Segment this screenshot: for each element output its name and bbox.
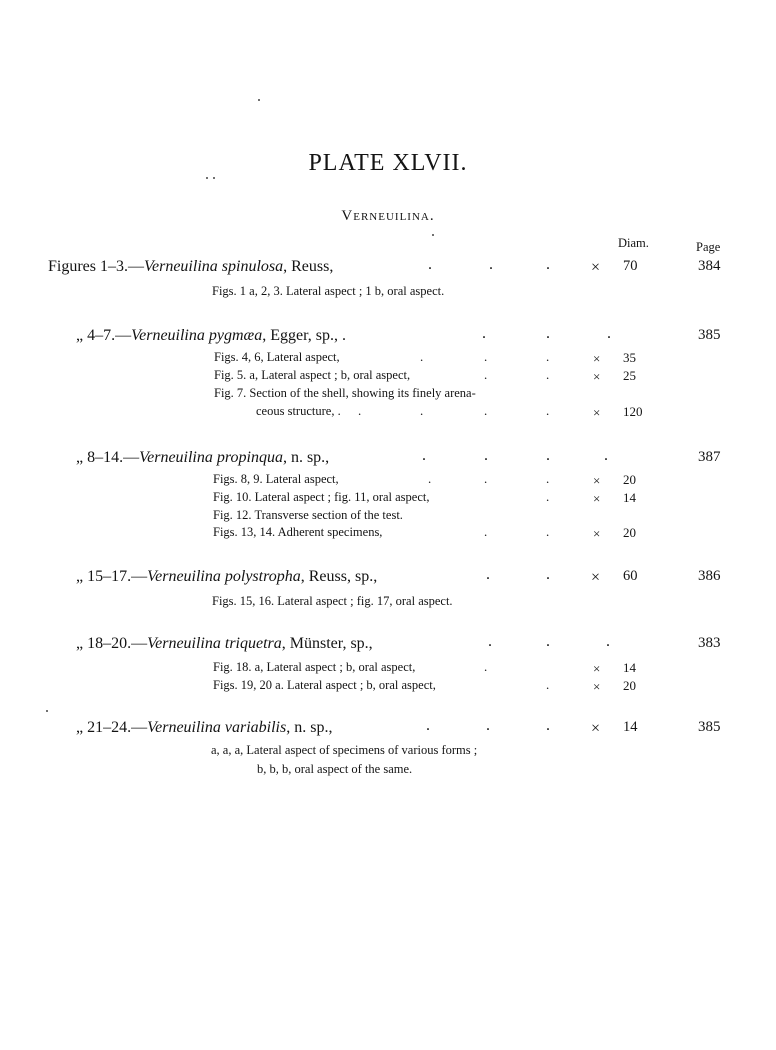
magnification-value: 20 bbox=[623, 472, 636, 487]
magnification-value: 60 bbox=[623, 568, 638, 584]
leader-dot: . bbox=[420, 349, 424, 364]
magnification-value: 14 bbox=[623, 490, 636, 505]
figure-description: Figs. 8, 9. Lateral aspect, bbox=[213, 472, 339, 486]
figure-description: a, a, a, Lateral aspect of specimens of various forms ; bbox=[211, 743, 478, 757]
times-sign: × bbox=[593, 679, 601, 694]
plate-title: PLATE XLVII. bbox=[308, 150, 468, 176]
genus-heading: Verneuilina. bbox=[341, 208, 435, 224]
leader-dot: . bbox=[484, 349, 488, 364]
figure-range: „ 21–24.— bbox=[76, 719, 148, 736]
leader-dot: . bbox=[486, 566, 490, 583]
print-speck bbox=[213, 177, 215, 179]
entry-line bbox=[76, 568, 377, 586]
leader-dot: . bbox=[422, 447, 426, 464]
magnification-value: 120 bbox=[623, 404, 643, 419]
figure-description: Figs. 13, 14. Adherent specimens, bbox=[213, 525, 383, 539]
leader-dot: . bbox=[546, 471, 550, 486]
species-name: Verneuilina propinqua bbox=[139, 449, 283, 466]
figure-description: Fig. 5. a, Lateral aspect ; b, oral aspect, bbox=[214, 368, 411, 382]
times-sign: × bbox=[593, 405, 601, 420]
leader-dot: . bbox=[484, 367, 488, 382]
leader-dot: . bbox=[546, 403, 550, 418]
entry-line bbox=[76, 719, 332, 737]
leader-dot: . bbox=[546, 717, 550, 734]
print-speck bbox=[46, 710, 48, 712]
leader-dot: . bbox=[488, 633, 492, 650]
species-author: , Münster, sp., bbox=[281, 635, 373, 652]
figure-range: „ 8–14.— bbox=[76, 449, 140, 466]
species-author: , Egger, sp., . bbox=[262, 327, 346, 344]
leader-dot: . bbox=[546, 633, 550, 650]
times-sign: × bbox=[593, 351, 601, 366]
page-number: 383 bbox=[698, 635, 721, 651]
entry-line bbox=[76, 327, 346, 345]
figure-range: „ 4–7.— bbox=[76, 327, 132, 344]
leader-dot: . bbox=[546, 566, 550, 583]
diam-column-header: Diam. bbox=[618, 236, 649, 250]
magnification-value: 20 bbox=[623, 525, 636, 540]
figure-description: Figs. 15, 16. Lateral aspect ; fig. 17, oral aspect. bbox=[212, 594, 453, 608]
leader-dot: . bbox=[546, 325, 550, 342]
species-name: Verneuilina pygmæa bbox=[131, 327, 263, 344]
magnification-value: 35 bbox=[623, 350, 636, 365]
figure-description: Figs. 1 a, 2, 3. Lateral aspect ; 1 b, oral aspect. bbox=[212, 284, 445, 298]
magnification-value: 14 bbox=[623, 719, 638, 735]
figure-description: Fig. 10. Lateral aspect ; fig. 11, oral aspect, bbox=[213, 490, 430, 504]
species-author: , n. sp., bbox=[286, 719, 333, 736]
leader-dot: . bbox=[426, 717, 430, 734]
times-sign: × bbox=[591, 259, 601, 276]
print-speck bbox=[432, 234, 434, 236]
times-sign: × bbox=[591, 720, 601, 737]
entry-line bbox=[76, 449, 329, 467]
magnification-value: 20 bbox=[623, 678, 636, 693]
species-author: , n. sp., bbox=[282, 449, 330, 466]
species-name: Verneuilina triquetra bbox=[147, 635, 282, 652]
figure-description: b, b, b, oral aspect of the same. bbox=[257, 762, 413, 776]
figure-description: Fig. 12. Transverse section of the test. bbox=[213, 508, 403, 522]
magnification-value: 25 bbox=[623, 368, 636, 383]
leader-dot: . bbox=[484, 447, 488, 464]
leader-dot: . bbox=[606, 633, 610, 650]
figure-description: ceous structure, . bbox=[256, 404, 341, 418]
leader-dot: . bbox=[484, 471, 488, 486]
leader-dot: . bbox=[484, 403, 488, 418]
species-author: , Reuss, sp., bbox=[300, 568, 378, 585]
figure-description: Fig. 18. a, Lateral aspect ; b, oral aspect, bbox=[213, 660, 416, 674]
leader-dot: . bbox=[546, 367, 550, 382]
print-speck bbox=[258, 99, 260, 101]
page-number: 384 bbox=[698, 258, 721, 274]
page-number: 385 bbox=[698, 719, 721, 735]
figure-range: Figures 1–3.— bbox=[48, 258, 144, 275]
leader-dot: . bbox=[489, 256, 493, 273]
leader-dot: . bbox=[358, 403, 362, 418]
page-number: 387 bbox=[698, 449, 721, 465]
figure-description: Figs. 4, 6, Lateral aspect, bbox=[214, 350, 340, 364]
leader-dot: . bbox=[428, 256, 432, 273]
entry-line bbox=[76, 635, 373, 653]
leader-dot: . bbox=[486, 717, 490, 734]
leader-dot: . bbox=[482, 325, 486, 342]
magnification-value: 14 bbox=[623, 660, 636, 675]
species-name: Verneuilina polystropha bbox=[147, 568, 301, 585]
species-name: Verneuilina variabilis bbox=[147, 719, 287, 736]
leader-dot: . bbox=[420, 403, 424, 418]
print-speck bbox=[206, 177, 208, 179]
entry-line bbox=[48, 258, 333, 276]
species-author: , Reuss, bbox=[283, 258, 334, 275]
leader-dot: . bbox=[428, 471, 432, 486]
times-sign: × bbox=[593, 526, 601, 541]
leader-dot: . bbox=[546, 256, 550, 273]
figure-range: „ 18–20.— bbox=[76, 635, 148, 652]
figure-description: Figs. 19, 20 a. Lateral aspect ; b, oral aspect, bbox=[213, 678, 436, 692]
leader-dot: . bbox=[604, 447, 608, 464]
page-column-header: Page bbox=[696, 240, 721, 254]
leader-dot: . bbox=[546, 349, 550, 364]
leader-dot: . bbox=[484, 659, 488, 674]
times-sign: × bbox=[593, 369, 601, 384]
species-name: Verneuilina spinulosa bbox=[144, 258, 284, 275]
times-sign: × bbox=[593, 491, 601, 506]
leader-dot: . bbox=[546, 677, 550, 692]
figure-range: „ 15–17.— bbox=[76, 568, 148, 585]
times-sign: × bbox=[591, 569, 601, 586]
times-sign: × bbox=[593, 473, 601, 488]
figure-description: Fig. 7. Section of the shell, showing its finely arena- bbox=[214, 386, 476, 400]
leader-dot: . bbox=[484, 524, 488, 539]
magnification-value: 70 bbox=[623, 258, 638, 274]
leader-dot: . bbox=[546, 524, 550, 539]
leader-dot: . bbox=[607, 325, 611, 342]
leader-dot: . bbox=[546, 447, 550, 464]
page-number: 385 bbox=[698, 327, 721, 343]
page-number: 386 bbox=[698, 568, 721, 584]
leader-dot: . bbox=[546, 489, 550, 504]
times-sign: × bbox=[593, 661, 601, 676]
